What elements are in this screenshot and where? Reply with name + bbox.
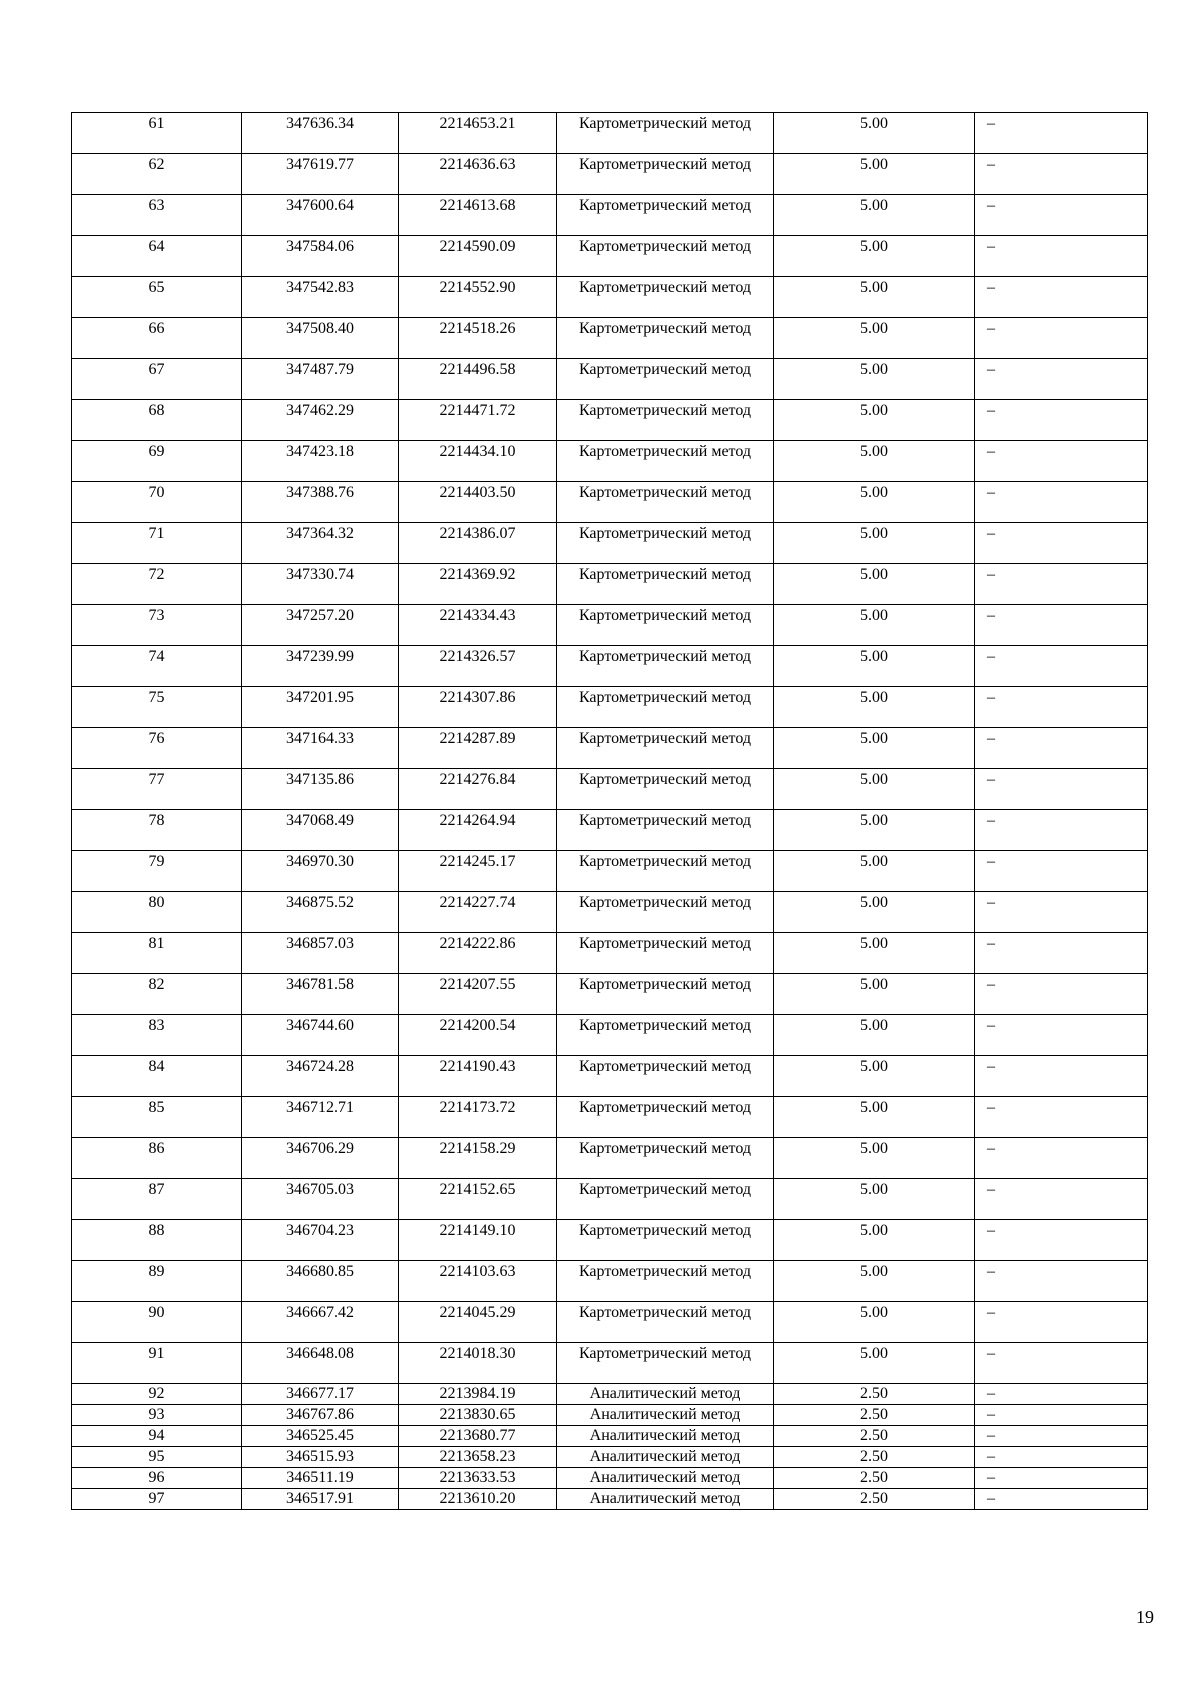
point-number-cell: 84 bbox=[72, 1056, 242, 1097]
point-number-cell: 80 bbox=[72, 892, 242, 933]
point-number-cell: 95 bbox=[72, 1447, 242, 1468]
x-coordinate-cell: 346857.03 bbox=[242, 933, 399, 974]
x-coordinate-cell: 347423.18 bbox=[242, 441, 399, 482]
point-number-cell: 62 bbox=[72, 154, 242, 195]
y-coordinate-cell: 2213610.20 bbox=[399, 1489, 557, 1510]
x-coordinate-cell: 346712.71 bbox=[242, 1097, 399, 1138]
note-cell: – bbox=[975, 318, 1148, 359]
method-cell: Картометрический метод bbox=[557, 933, 774, 974]
y-coordinate-cell: 2214158.29 bbox=[399, 1138, 557, 1179]
y-coordinate-cell: 2214334.43 bbox=[399, 605, 557, 646]
x-coordinate-cell: 346680.85 bbox=[242, 1261, 399, 1302]
accuracy-cell: 5.00 bbox=[774, 810, 975, 851]
note-cell: – bbox=[975, 1343, 1148, 1384]
accuracy-cell: 5.00 bbox=[774, 892, 975, 933]
y-coordinate-cell: 2214496.58 bbox=[399, 359, 557, 400]
method-cell: Картометрический метод bbox=[557, 318, 774, 359]
method-cell: Картометрический метод bbox=[557, 441, 774, 482]
table-row bbox=[72, 441, 1148, 482]
note-cell: – bbox=[975, 1056, 1148, 1097]
accuracy-cell: 5.00 bbox=[774, 769, 975, 810]
table-row bbox=[72, 728, 1148, 769]
note-cell: – bbox=[975, 728, 1148, 769]
y-coordinate-cell: 2214264.94 bbox=[399, 810, 557, 851]
note-cell: – bbox=[975, 1468, 1148, 1489]
x-coordinate-cell: 347201.95 bbox=[242, 687, 399, 728]
y-coordinate-cell: 2214045.29 bbox=[399, 1302, 557, 1343]
note-cell: – bbox=[975, 1384, 1148, 1405]
point-number-cell: 65 bbox=[72, 277, 242, 318]
table-row bbox=[72, 1097, 1148, 1138]
note-cell: – bbox=[975, 359, 1148, 400]
method-cell: Картометрический метод bbox=[557, 728, 774, 769]
table-row bbox=[72, 1261, 1148, 1302]
accuracy-cell: 5.00 bbox=[774, 933, 975, 974]
y-coordinate-cell: 2214287.89 bbox=[399, 728, 557, 769]
x-coordinate-cell: 346705.03 bbox=[242, 1179, 399, 1220]
method-cell: Картометрический метод bbox=[557, 523, 774, 564]
x-coordinate-cell: 347388.76 bbox=[242, 482, 399, 523]
note-cell: – bbox=[975, 236, 1148, 277]
x-coordinate-cell: 346704.23 bbox=[242, 1220, 399, 1261]
table-row bbox=[72, 687, 1148, 728]
point-number-cell: 89 bbox=[72, 1261, 242, 1302]
x-coordinate-cell: 347257.20 bbox=[242, 605, 399, 646]
y-coordinate-cell: 2214653.21 bbox=[399, 113, 557, 154]
y-coordinate-cell: 2213984.19 bbox=[399, 1384, 557, 1405]
point-number-cell: 87 bbox=[72, 1179, 242, 1220]
note-cell: – bbox=[975, 1447, 1148, 1468]
note-cell: – bbox=[975, 687, 1148, 728]
x-coordinate-cell: 347239.99 bbox=[242, 646, 399, 687]
y-coordinate-cell: 2214222.86 bbox=[399, 933, 557, 974]
x-coordinate-cell: 346724.28 bbox=[242, 1056, 399, 1097]
x-coordinate-cell: 347068.49 bbox=[242, 810, 399, 851]
accuracy-cell: 5.00 bbox=[774, 1138, 975, 1179]
accuracy-cell: 5.00 bbox=[774, 523, 975, 564]
point-number-cell: 82 bbox=[72, 974, 242, 1015]
y-coordinate-cell: 2214369.92 bbox=[399, 564, 557, 605]
method-cell: Картометрический метод bbox=[557, 769, 774, 810]
x-coordinate-cell: 347508.40 bbox=[242, 318, 399, 359]
x-coordinate-cell: 346781.58 bbox=[242, 974, 399, 1015]
point-number-cell: 77 bbox=[72, 769, 242, 810]
y-coordinate-cell: 2214434.10 bbox=[399, 441, 557, 482]
x-coordinate-cell: 346525.45 bbox=[242, 1426, 399, 1447]
accuracy-cell: 5.00 bbox=[774, 482, 975, 523]
accuracy-cell: 5.00 bbox=[774, 441, 975, 482]
method-cell: Аналитический метод bbox=[557, 1489, 774, 1510]
point-number-cell: 72 bbox=[72, 564, 242, 605]
table-row bbox=[72, 482, 1148, 523]
y-coordinate-cell: 2214518.26 bbox=[399, 318, 557, 359]
point-number-cell: 63 bbox=[72, 195, 242, 236]
note-cell: – bbox=[975, 1097, 1148, 1138]
x-coordinate-cell: 347135.86 bbox=[242, 769, 399, 810]
note-cell: – bbox=[975, 441, 1148, 482]
accuracy-cell: 5.00 bbox=[774, 1261, 975, 1302]
point-number-cell: 78 bbox=[72, 810, 242, 851]
y-coordinate-cell: 2214276.84 bbox=[399, 769, 557, 810]
y-coordinate-cell: 2213680.77 bbox=[399, 1426, 557, 1447]
point-number-cell: 91 bbox=[72, 1343, 242, 1384]
method-cell: Картометрический метод bbox=[557, 400, 774, 441]
accuracy-cell: 5.00 bbox=[774, 564, 975, 605]
note-cell: – bbox=[975, 523, 1148, 564]
point-number-cell: 74 bbox=[72, 646, 242, 687]
table-row bbox=[72, 1343, 1148, 1384]
method-cell: Картометрический метод bbox=[557, 851, 774, 892]
y-coordinate-cell: 2214018.30 bbox=[399, 1343, 557, 1384]
y-coordinate-cell: 2214152.65 bbox=[399, 1179, 557, 1220]
point-number-cell: 75 bbox=[72, 687, 242, 728]
table-row bbox=[72, 154, 1148, 195]
page-number: 19 bbox=[1136, 1607, 1154, 1627]
table-row bbox=[72, 564, 1148, 605]
note-cell: – bbox=[975, 277, 1148, 318]
note-cell: – bbox=[975, 1405, 1148, 1426]
method-cell: Аналитический метод bbox=[557, 1447, 774, 1468]
table-row bbox=[72, 1426, 1148, 1447]
table-row bbox=[72, 1138, 1148, 1179]
table-row bbox=[72, 1302, 1148, 1343]
x-coordinate-cell: 346667.42 bbox=[242, 1302, 399, 1343]
note-cell: – bbox=[975, 605, 1148, 646]
method-cell: Картометрический метод bbox=[557, 605, 774, 646]
x-coordinate-cell: 346706.29 bbox=[242, 1138, 399, 1179]
table-row bbox=[72, 523, 1148, 564]
note-cell: – bbox=[975, 1261, 1148, 1302]
note-cell: – bbox=[975, 1489, 1148, 1510]
method-cell: Картометрический метод bbox=[557, 892, 774, 933]
note-cell: – bbox=[975, 810, 1148, 851]
point-number-cell: 70 bbox=[72, 482, 242, 523]
table-row bbox=[72, 1489, 1148, 1510]
accuracy-cell: 2.50 bbox=[774, 1384, 975, 1405]
y-coordinate-cell: 2213658.23 bbox=[399, 1447, 557, 1468]
table-row bbox=[72, 892, 1148, 933]
x-coordinate-cell: 347330.74 bbox=[242, 564, 399, 605]
accuracy-cell: 2.50 bbox=[774, 1468, 975, 1489]
y-coordinate-cell: 2214190.43 bbox=[399, 1056, 557, 1097]
x-coordinate-cell: 346517.91 bbox=[242, 1489, 399, 1510]
x-coordinate-cell: 347600.64 bbox=[242, 195, 399, 236]
note-cell: – bbox=[975, 1426, 1148, 1447]
table-body bbox=[72, 113, 1148, 1510]
y-coordinate-cell: 2214227.74 bbox=[399, 892, 557, 933]
accuracy-cell: 2.50 bbox=[774, 1426, 975, 1447]
table-row bbox=[72, 605, 1148, 646]
x-coordinate-cell: 346677.17 bbox=[242, 1384, 399, 1405]
table-row bbox=[72, 1447, 1148, 1468]
accuracy-cell: 5.00 bbox=[774, 236, 975, 277]
point-number-cell: 64 bbox=[72, 236, 242, 277]
point-number-cell: 66 bbox=[72, 318, 242, 359]
x-coordinate-cell: 347542.83 bbox=[242, 277, 399, 318]
accuracy-cell: 5.00 bbox=[774, 605, 975, 646]
table-row bbox=[72, 769, 1148, 810]
y-coordinate-cell: 2214636.63 bbox=[399, 154, 557, 195]
table-row bbox=[72, 933, 1148, 974]
point-number-cell: 68 bbox=[72, 400, 242, 441]
accuracy-cell: 5.00 bbox=[774, 851, 975, 892]
accuracy-cell: 5.00 bbox=[774, 1220, 975, 1261]
accuracy-cell: 5.00 bbox=[774, 1179, 975, 1220]
point-number-cell: 88 bbox=[72, 1220, 242, 1261]
method-cell: Картометрический метод bbox=[557, 1302, 774, 1343]
point-number-cell: 93 bbox=[72, 1405, 242, 1426]
table-row bbox=[72, 195, 1148, 236]
note-cell: – bbox=[975, 195, 1148, 236]
y-coordinate-cell: 2214471.72 bbox=[399, 400, 557, 441]
x-coordinate-cell: 346875.52 bbox=[242, 892, 399, 933]
accuracy-cell: 5.00 bbox=[774, 359, 975, 400]
note-cell: – bbox=[975, 482, 1148, 523]
method-cell: Картометрический метод bbox=[557, 810, 774, 851]
accuracy-cell: 2.50 bbox=[774, 1405, 975, 1426]
point-number-cell: 86 bbox=[72, 1138, 242, 1179]
method-cell: Картометрический метод bbox=[557, 1179, 774, 1220]
table-row bbox=[72, 277, 1148, 318]
method-cell: Картометрический метод bbox=[557, 1343, 774, 1384]
table-row bbox=[72, 1468, 1148, 1489]
note-cell: – bbox=[975, 154, 1148, 195]
y-coordinate-cell: 2214149.10 bbox=[399, 1220, 557, 1261]
method-cell: Картометрический метод bbox=[557, 1015, 774, 1056]
note-cell: – bbox=[975, 646, 1148, 687]
y-coordinate-cell: 2214307.86 bbox=[399, 687, 557, 728]
table-row bbox=[72, 400, 1148, 441]
note-cell: – bbox=[975, 1138, 1148, 1179]
point-number-cell: 67 bbox=[72, 359, 242, 400]
accuracy-cell: 5.00 bbox=[774, 728, 975, 769]
table-row bbox=[72, 1056, 1148, 1097]
y-coordinate-cell: 2214326.57 bbox=[399, 646, 557, 687]
method-cell: Картометрический метод bbox=[557, 646, 774, 687]
point-number-cell: 71 bbox=[72, 523, 242, 564]
method-cell: Картометрический метод bbox=[557, 1138, 774, 1179]
point-number-cell: 69 bbox=[72, 441, 242, 482]
note-cell: – bbox=[975, 400, 1148, 441]
table-row bbox=[72, 974, 1148, 1015]
method-cell: Картометрический метод bbox=[557, 195, 774, 236]
x-coordinate-cell: 347364.32 bbox=[242, 523, 399, 564]
y-coordinate-cell: 2213830.65 bbox=[399, 1405, 557, 1426]
method-cell: Картометрический метод bbox=[557, 564, 774, 605]
y-coordinate-cell: 2214245.17 bbox=[399, 851, 557, 892]
note-cell: – bbox=[975, 1015, 1148, 1056]
note-cell: – bbox=[975, 1179, 1148, 1220]
method-cell: Аналитический метод bbox=[557, 1468, 774, 1489]
y-coordinate-cell: 2214403.50 bbox=[399, 482, 557, 523]
x-coordinate-cell: 346767.86 bbox=[242, 1405, 399, 1426]
point-number-cell: 61 bbox=[72, 113, 242, 154]
method-cell: Картометрический метод bbox=[557, 482, 774, 523]
x-coordinate-cell: 347636.34 bbox=[242, 113, 399, 154]
method-cell: Картометрический метод bbox=[557, 974, 774, 1015]
x-coordinate-cell: 347584.06 bbox=[242, 236, 399, 277]
table-row bbox=[72, 359, 1148, 400]
method-cell: Картометрический метод bbox=[557, 1097, 774, 1138]
note-cell: – bbox=[975, 113, 1148, 154]
method-cell: Картометрический метод bbox=[557, 687, 774, 728]
accuracy-cell: 5.00 bbox=[774, 687, 975, 728]
accuracy-cell: 2.50 bbox=[774, 1447, 975, 1468]
accuracy-cell: 5.00 bbox=[774, 1056, 975, 1097]
y-coordinate-cell: 2214386.07 bbox=[399, 523, 557, 564]
method-cell: Картометрический метод bbox=[557, 1220, 774, 1261]
point-number-cell: 83 bbox=[72, 1015, 242, 1056]
x-coordinate-cell: 346511.19 bbox=[242, 1468, 399, 1489]
table-row bbox=[72, 1220, 1148, 1261]
point-number-cell: 96 bbox=[72, 1468, 242, 1489]
x-coordinate-cell: 346744.60 bbox=[242, 1015, 399, 1056]
x-coordinate-cell: 346515.93 bbox=[242, 1447, 399, 1468]
point-number-cell: 92 bbox=[72, 1384, 242, 1405]
y-coordinate-cell: 2214173.72 bbox=[399, 1097, 557, 1138]
method-cell: Картометрический метод bbox=[557, 113, 774, 154]
method-cell: Картометрический метод bbox=[557, 1056, 774, 1097]
y-coordinate-cell: 2214207.55 bbox=[399, 974, 557, 1015]
method-cell: Аналитический метод bbox=[557, 1384, 774, 1405]
accuracy-cell: 5.00 bbox=[774, 113, 975, 154]
y-coordinate-cell: 2214552.90 bbox=[399, 277, 557, 318]
table-row bbox=[72, 1015, 1148, 1056]
method-cell: Картометрический метод bbox=[557, 277, 774, 318]
y-coordinate-cell: 2214103.63 bbox=[399, 1261, 557, 1302]
point-number-cell: 73 bbox=[72, 605, 242, 646]
x-coordinate-cell: 346970.30 bbox=[242, 851, 399, 892]
table-row bbox=[72, 113, 1148, 154]
accuracy-cell: 5.00 bbox=[774, 195, 975, 236]
x-coordinate-cell: 347487.79 bbox=[242, 359, 399, 400]
point-number-cell: 79 bbox=[72, 851, 242, 892]
accuracy-cell: 5.00 bbox=[774, 318, 975, 359]
note-cell: – bbox=[975, 564, 1148, 605]
table-row bbox=[72, 1179, 1148, 1220]
accuracy-cell: 5.00 bbox=[774, 1343, 975, 1384]
method-cell: Картометрический метод bbox=[557, 1261, 774, 1302]
method-cell: Аналитический метод bbox=[557, 1426, 774, 1447]
method-cell: Аналитический метод bbox=[557, 1405, 774, 1426]
point-number-cell: 97 bbox=[72, 1489, 242, 1510]
note-cell: – bbox=[975, 974, 1148, 1015]
x-coordinate-cell: 347619.77 bbox=[242, 154, 399, 195]
accuracy-cell: 5.00 bbox=[774, 154, 975, 195]
note-cell: – bbox=[975, 892, 1148, 933]
x-coordinate-cell: 346648.08 bbox=[242, 1343, 399, 1384]
note-cell: – bbox=[975, 1302, 1148, 1343]
note-cell: – bbox=[975, 769, 1148, 810]
method-cell: Картометрический метод bbox=[557, 359, 774, 400]
x-coordinate-cell: 347462.29 bbox=[242, 400, 399, 441]
point-number-cell: 81 bbox=[72, 933, 242, 974]
y-coordinate-cell: 2213633.53 bbox=[399, 1468, 557, 1489]
coordinates-table bbox=[71, 112, 1148, 1510]
note-cell: – bbox=[975, 851, 1148, 892]
x-coordinate-cell: 347164.33 bbox=[242, 728, 399, 769]
accuracy-cell: 2.50 bbox=[774, 1489, 975, 1510]
point-number-cell: 85 bbox=[72, 1097, 242, 1138]
table-row bbox=[72, 646, 1148, 687]
table-row bbox=[72, 810, 1148, 851]
method-cell: Картометрический метод bbox=[557, 154, 774, 195]
accuracy-cell: 5.00 bbox=[774, 974, 975, 1015]
y-coordinate-cell: 2214200.54 bbox=[399, 1015, 557, 1056]
accuracy-cell: 5.00 bbox=[774, 277, 975, 318]
accuracy-cell: 5.00 bbox=[774, 400, 975, 441]
table-row bbox=[72, 851, 1148, 892]
method-cell: Картометрический метод bbox=[557, 236, 774, 277]
table-row bbox=[72, 236, 1148, 277]
table-row bbox=[72, 1384, 1148, 1405]
point-number-cell: 76 bbox=[72, 728, 242, 769]
accuracy-cell: 5.00 bbox=[774, 1097, 975, 1138]
accuracy-cell: 5.00 bbox=[774, 646, 975, 687]
accuracy-cell: 5.00 bbox=[774, 1015, 975, 1056]
accuracy-cell: 5.00 bbox=[774, 1302, 975, 1343]
note-cell: – bbox=[975, 1220, 1148, 1261]
y-coordinate-cell: 2214590.09 bbox=[399, 236, 557, 277]
note-cell: – bbox=[975, 933, 1148, 974]
y-coordinate-cell: 2214613.68 bbox=[399, 195, 557, 236]
point-number-cell: 90 bbox=[72, 1302, 242, 1343]
point-number-cell: 94 bbox=[72, 1426, 242, 1447]
table-row bbox=[72, 1405, 1148, 1426]
table-row bbox=[72, 318, 1148, 359]
